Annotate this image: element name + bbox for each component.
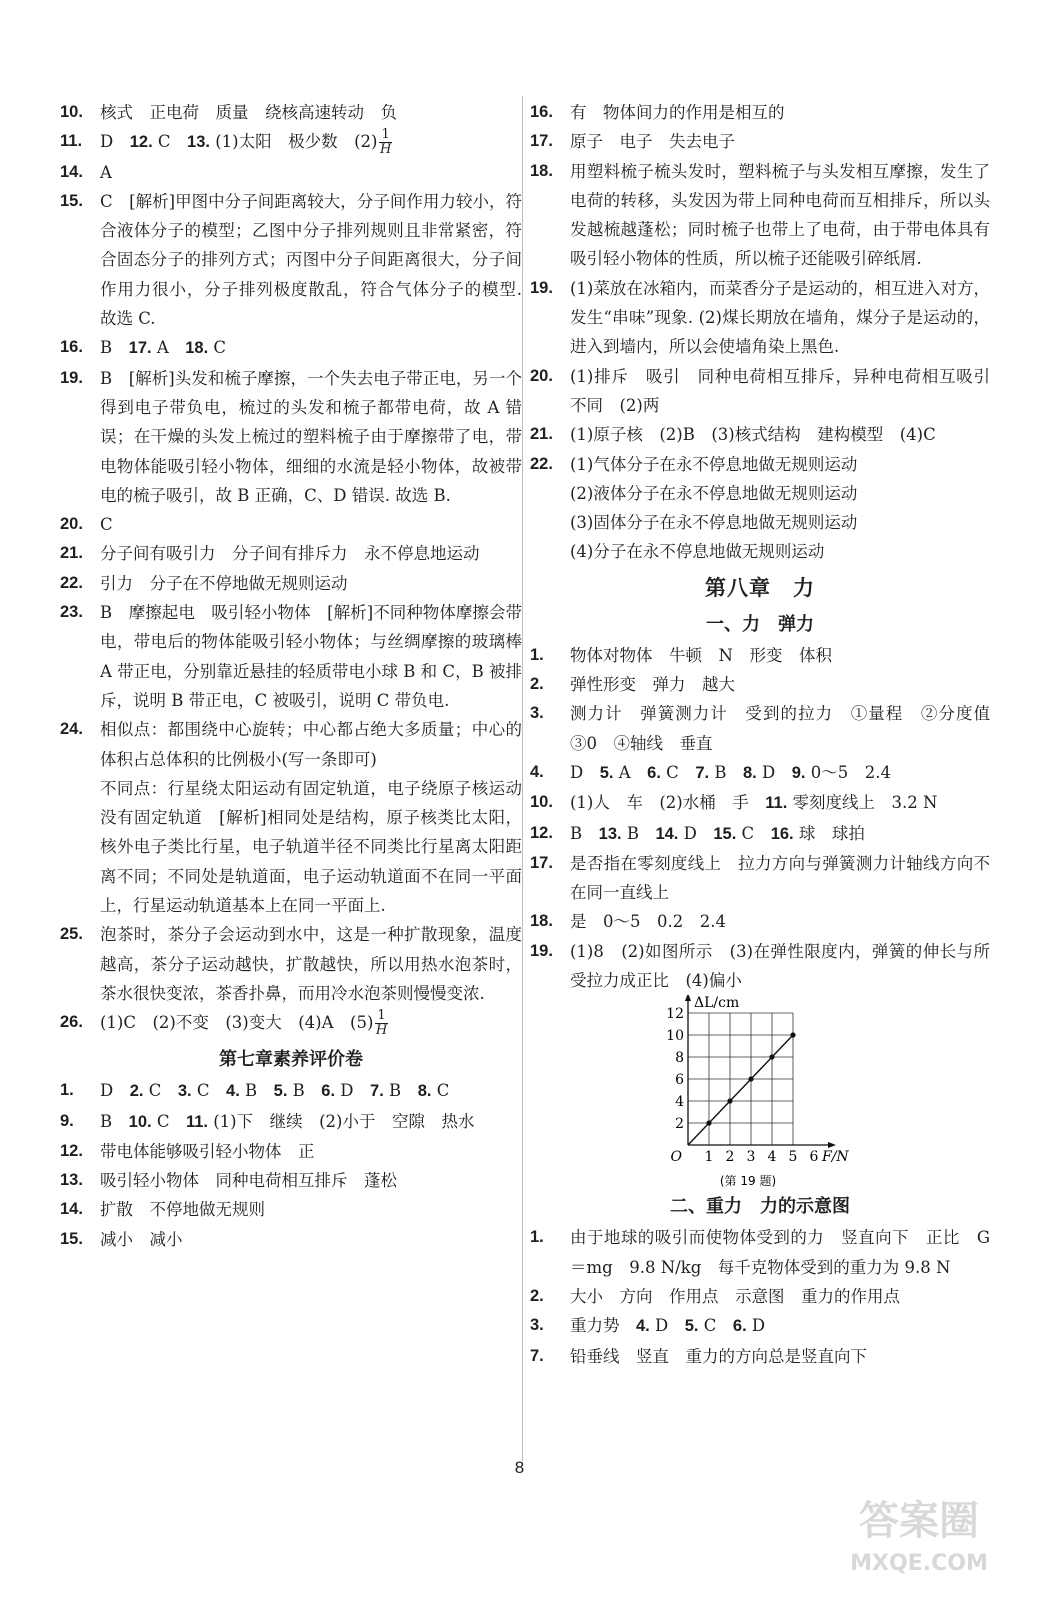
section-title-chapter7-test: 第七章素养评价卷 xyxy=(219,1049,363,1071)
answer-body: 有 物体间力的作用是相互的 xyxy=(570,103,785,122)
answer-body: 扩散 不停地做无规则 xyxy=(100,1200,265,1220)
answer-text xyxy=(100,920,522,1008)
answers-force-elastic xyxy=(530,641,1007,996)
answer-text xyxy=(100,1195,522,1224)
answer-number: 2. xyxy=(129,1082,144,1101)
answer-text xyxy=(570,937,990,996)
answer-text xyxy=(570,274,990,362)
answer-body: B xyxy=(239,1081,274,1101)
answer-body: (1)下 继续 (2)小于 空隙 热水 xyxy=(207,1111,475,1131)
answer-item xyxy=(60,364,522,510)
y-tick-label: 4 xyxy=(675,1094,684,1111)
answer-number: 14. xyxy=(655,824,679,843)
answer-body: B [解析]头发和梳子摩擦，一个失去电子带正电，另一个得到电子带负电，梳过的头发和梳子都带电荷，故 A 错误；在干燥的头发上梳过的塑料梳子由于摩擦带了电，带电物体能吸引轻小物体，细细的水流是轻小物体，故被带电的梳子吸引，故 B 正确，C、D 错误. 故选 B. xyxy=(100,368,522,505)
answer-body: C xyxy=(152,132,188,152)
answer-number: 17. xyxy=(128,339,152,358)
answer-number: 2. xyxy=(530,675,544,694)
answer-text xyxy=(100,1008,522,1038)
answer-item xyxy=(60,569,522,598)
answer-body: C xyxy=(660,762,696,782)
x-axis-arrow xyxy=(828,1142,836,1148)
answer-body: 原子 电子 失去电子 xyxy=(570,132,735,152)
answer-text xyxy=(100,715,522,920)
x-tick-label: 2 xyxy=(725,1149,735,1166)
answer-number: 11. xyxy=(60,132,83,151)
answer-number: 25. xyxy=(60,925,83,944)
answer-item xyxy=(60,1195,522,1224)
answer-body: C xyxy=(208,338,227,358)
answer-body: C xyxy=(100,515,113,535)
answer-text xyxy=(100,1137,522,1166)
answer-number: 3. xyxy=(530,704,544,723)
answer-body: B xyxy=(287,1081,322,1101)
answer-text xyxy=(100,1107,522,1137)
answers-chapter7-part2 xyxy=(530,98,1007,567)
page-number: 8 xyxy=(514,1458,525,1477)
answer-number: 14. xyxy=(60,1200,83,1219)
answer-body: C [解析]甲图中分子间距离较大，分子间作用力较小，符合液体分子的模型；乙图中分子排列规则且非常紧密，符合固态分子的排列方式；丙图中分子间距离很大，分子间作用力很小，分子排列极度散乱，符合气体分子的模型. 故选 C. xyxy=(100,191,528,329)
answer-body: C xyxy=(431,1081,450,1101)
answer-body: C xyxy=(698,1316,733,1336)
answer-number: 2. xyxy=(530,1286,544,1305)
x-tick-label: 4 xyxy=(767,1149,777,1166)
answer-number: 19. xyxy=(530,278,553,297)
answer-number: 17. xyxy=(530,853,553,872)
column-divider xyxy=(522,96,523,1461)
answer-item xyxy=(60,98,522,127)
answer-number: 17. xyxy=(530,132,553,151)
answer-body: B xyxy=(709,762,743,782)
answer-number: 10. xyxy=(530,793,553,812)
y-tick-label: 6 xyxy=(675,1072,684,1089)
answer-body: (1)太阳 极少数 (2) xyxy=(209,132,378,152)
answer-item xyxy=(530,1342,990,1371)
answer-body: B xyxy=(621,823,656,843)
answer-item xyxy=(530,274,990,362)
answer-body: D xyxy=(756,762,792,782)
answer-item xyxy=(530,1311,990,1341)
answer-number: 21. xyxy=(60,544,83,563)
answer-number: 15. xyxy=(713,824,737,843)
answer-body: 物体对物体 牛顿 N 形变 体积 xyxy=(570,645,832,665)
answer-body: A xyxy=(613,762,648,782)
answer-number: 9. xyxy=(60,1111,74,1130)
answer-number: 15. xyxy=(60,191,83,210)
answer-body: 带电体能够吸引轻小物体 正 xyxy=(100,1141,315,1161)
answer-number: 12. xyxy=(129,133,153,152)
watermark-logo xyxy=(819,1482,1019,1582)
right-column xyxy=(530,98,1007,1371)
answer-text xyxy=(100,364,522,510)
y-tick-label: 12 xyxy=(666,1006,684,1023)
answer-text xyxy=(570,450,990,567)
answer-body: 零刻度线上 3.2 N xyxy=(787,793,938,813)
answer-number: 7. xyxy=(370,1082,384,1101)
answer-number: 5. xyxy=(273,1082,288,1101)
answer-item xyxy=(60,1137,522,1166)
answer-number: 24. xyxy=(60,720,83,739)
answer-body: 分子间有吸引力 分子间有排斥力 永不停息地运动 xyxy=(100,544,480,564)
section-title-force-elastic: 一、力 弹力 xyxy=(706,613,814,635)
answer-text xyxy=(100,1076,522,1106)
answer-text xyxy=(570,1342,990,1371)
answer-text xyxy=(100,569,522,598)
answer-item xyxy=(60,1107,522,1137)
answer-number: 6. xyxy=(732,1317,747,1336)
answer-body: B xyxy=(383,1081,418,1101)
answer-body: (1)原子核 (2)B (3)核式结构 建构模型 (4)C xyxy=(570,425,936,445)
answer-body: B xyxy=(100,1111,129,1131)
answer-number: 23. xyxy=(60,603,83,622)
answer-number: 4. xyxy=(636,1317,650,1336)
answer-item xyxy=(60,1225,522,1254)
data-point xyxy=(727,1099,732,1104)
answers-chapter7-test xyxy=(60,1076,522,1254)
answer-body: D xyxy=(100,1081,130,1101)
answer-item xyxy=(530,98,990,127)
answer-text xyxy=(570,362,1007,421)
answer-body: B xyxy=(570,823,599,843)
x-tick-label: 6 xyxy=(809,1149,819,1166)
answer-number: 14. xyxy=(60,162,83,181)
answer-number: 12. xyxy=(60,1141,83,1160)
answer-body: (1)菜放在冰箱内，而菜香分子是运动的，相互进入对方，发生“串味”现象. (2)煤长期放在墙角，煤分子是运动的，进入到墙内，所以会使墙角染上黑色. xyxy=(570,278,990,357)
answer-number: 5. xyxy=(599,763,614,782)
answer-number: 18. xyxy=(185,339,209,358)
chart-svg xyxy=(660,995,870,1191)
answer-item xyxy=(60,1076,522,1106)
answer-text xyxy=(570,1282,990,1311)
answer-body: 大小 方向 作用点 示意图 重力的作用点 xyxy=(570,1286,900,1306)
answer-body: B xyxy=(100,338,129,358)
answer-item xyxy=(530,937,990,996)
answer-number: 8. xyxy=(742,763,757,782)
answer-number: 11. xyxy=(765,794,788,813)
answer-item xyxy=(530,450,990,567)
answer-text xyxy=(570,670,990,699)
answer-body: D xyxy=(746,1316,766,1336)
answer-body: 是 0～5 0.2 2.4 xyxy=(570,912,726,932)
answer-number: 8. xyxy=(417,1082,432,1101)
answer-item xyxy=(60,1008,522,1038)
answer-number: 13. xyxy=(187,133,210,152)
answer-text xyxy=(570,641,990,670)
answer-item xyxy=(530,907,990,936)
answer-body: D xyxy=(100,132,130,152)
answer-item xyxy=(60,510,522,539)
answer-number: 5. xyxy=(684,1317,699,1336)
answer-text xyxy=(100,127,522,157)
answer-body: 重力势 xyxy=(570,1316,636,1336)
answer-body: 泡茶时，茶分子会运动到水中，这是一种扩散现象，温度越高，茶分子运动越快，扩散越快，所以用热水泡茶时，茶水很快变浓，茶香扑鼻，而用冷水泡茶则慢慢变浓. xyxy=(100,925,522,1003)
answer-text xyxy=(570,788,990,818)
y-axis-label: ΔL/cm xyxy=(694,995,740,1012)
answer-number: 15. xyxy=(60,1229,83,1248)
answer-item xyxy=(530,758,990,788)
answer-number: 12. xyxy=(530,823,553,842)
answer-text xyxy=(100,1225,522,1254)
answer-text xyxy=(570,127,990,156)
data-point xyxy=(790,1033,795,1038)
answer-number: 7. xyxy=(530,1346,544,1365)
answer-text xyxy=(100,333,522,363)
answer-body: 相似点：都围绕中心旋转；中心都占绝大多质量；中心的体积占总体积的比例极小(写一条即可) 不同点：行星绕太阳运动有固定轨道，电子绕原子核运动没有固定轨道 [解析]相同处是结构，原子核类比太阳，核外电子类比行星，电子轨道半径不同类比行星离太阳距离不同；不同处是轨道面，电子运动轨道面不在同一平面上，行星运动轨道基本上在同一平面上. xyxy=(100,720,522,916)
answer-item xyxy=(60,715,522,920)
answer-text xyxy=(570,420,990,449)
y-axis-arrow xyxy=(685,995,691,1001)
fraction xyxy=(379,128,391,157)
answer-number: 4. xyxy=(530,762,544,781)
answer-body: B 摩擦起电 吸引轻小物体 [解析]不同种物体摩擦会带电，带电后的物体能吸引轻小物体；与丝绸摩擦的玻璃棒 A 带正电，分别靠近悬挂的轻质带电小球 B 和 C，B 被排斥，说明 B 带正电，C 被吸引，说明 C 带负电. xyxy=(100,603,528,710)
answer-text xyxy=(570,758,990,788)
answer-body: D xyxy=(678,823,714,843)
fraction-numerator: 1 xyxy=(381,127,390,143)
answer-number: 18. xyxy=(530,912,553,931)
x-tick-label: 3 xyxy=(746,1149,756,1166)
answer-number: 19. xyxy=(60,368,83,387)
answer-text xyxy=(570,907,990,936)
answer-item xyxy=(60,598,528,715)
answer-item xyxy=(530,849,990,908)
answer-body: C xyxy=(736,823,771,843)
answer-number: 21. xyxy=(530,425,553,444)
answer-body: 0～5 2.4 xyxy=(805,762,891,782)
answer-item xyxy=(60,1166,522,1195)
answer-number: 16. xyxy=(770,824,794,843)
answer-body: C xyxy=(151,1111,186,1131)
answer-number: 10. xyxy=(128,1112,152,1131)
y-tick-label: 2 xyxy=(675,1116,684,1133)
answer-body: A xyxy=(100,162,112,182)
data-point xyxy=(748,1077,753,1082)
answer-body: D xyxy=(570,762,600,782)
answer-body: 核式 正电荷 质量 绕核高速转动 负 xyxy=(100,103,397,122)
answer-number: 20. xyxy=(530,366,553,385)
data-line xyxy=(688,1035,793,1145)
answer-text xyxy=(100,510,522,539)
svg-text:MXQE.COM: MXQE.COM xyxy=(850,1551,988,1576)
answer-text xyxy=(100,98,522,127)
answer-body: 测力计 弹簧测力计 受到的拉力 ①量程 ②分度值 ③0 ④轴线 垂直 xyxy=(570,704,1007,753)
chapter8-title: 第八章 力 xyxy=(705,575,815,600)
answer-number: 16. xyxy=(60,338,83,357)
data-point xyxy=(706,1121,711,1126)
answer-number: 26. xyxy=(60,1013,83,1032)
answer-number: 16. xyxy=(530,103,553,121)
answer-item xyxy=(530,420,990,449)
answer-number: 19. xyxy=(530,941,553,960)
answer-item xyxy=(60,158,522,187)
answer-number: 6. xyxy=(321,1082,336,1101)
answer-number: 4. xyxy=(226,1082,240,1101)
answer-number: 6. xyxy=(647,763,661,782)
fraction-numerator: 1 xyxy=(377,1008,386,1024)
answer-text xyxy=(570,1223,990,1282)
answer-text xyxy=(570,1311,990,1341)
answer-number: 3. xyxy=(530,1316,544,1335)
answer-body: 球 球拍 xyxy=(793,823,865,843)
x-axis-label: F/N xyxy=(822,1149,849,1166)
answer-number: 7. xyxy=(695,763,710,782)
answer-item xyxy=(60,127,522,157)
answer-body: (1)人 车 (2)水桶 手 xyxy=(570,793,766,813)
svg-text:答案圈: 答案圈 xyxy=(859,1498,979,1544)
x-tick-label: 5 xyxy=(788,1149,798,1166)
answer-text xyxy=(100,158,522,187)
answer-number: 22. xyxy=(530,454,553,473)
fraction xyxy=(375,1009,387,1038)
answer-number: 1. xyxy=(60,1081,74,1100)
chart-caption: (第 19 题) xyxy=(719,1174,777,1189)
answer-item xyxy=(530,788,990,818)
answer-item xyxy=(530,127,990,156)
origin-label: O xyxy=(670,1149,682,1166)
answer-body: (1)8 (2)如图所示 (3)在弹性限度内，弹簧的伸长与所受拉力成正比 (4)偏小 xyxy=(570,941,990,991)
answer-number: 10. xyxy=(60,103,83,121)
x-tick-label: 1 xyxy=(704,1149,714,1166)
answer-text xyxy=(570,699,1007,758)
answer-body: (1)排斥 吸引 同种电荷相互排斥，异种电荷相互吸引 不同 (2)两 xyxy=(570,366,1007,415)
answer-item xyxy=(530,1282,990,1311)
answer-text xyxy=(100,187,528,333)
answer-item xyxy=(530,819,990,849)
answer-item xyxy=(530,157,990,274)
fraction-denominator: H xyxy=(375,1023,388,1039)
answer-number: 13. xyxy=(598,824,622,843)
spring-extension-chart xyxy=(530,995,990,1191)
answer-body: 弹性形变 弹力 越大 xyxy=(570,675,735,695)
answer-number: 22. xyxy=(60,573,83,592)
answers-chapter7-part1 xyxy=(60,98,528,1039)
fraction-denominator: H xyxy=(379,142,392,158)
answer-body: 用塑料梳子梳头发时，塑料梳子与头发相互摩擦，发生了电荷的转移，头发因为带上同种电荷而互相排斥，所以头发越梳越蓬松；同时梳子也带上了电荷，由于带电体具有吸引轻小物体的性质，所以梳子还能吸引碎纸屑. xyxy=(570,161,990,269)
answer-text xyxy=(100,539,522,568)
answer-body: D xyxy=(649,1316,685,1336)
answer-item xyxy=(530,362,1007,421)
answer-item xyxy=(530,1223,990,1282)
section-title-gravity: 二、重力 力的示意图 xyxy=(670,1196,850,1218)
answer-body: 减小 减小 xyxy=(100,1229,183,1249)
answer-text xyxy=(570,849,990,908)
answer-body: D xyxy=(335,1081,371,1101)
answer-item xyxy=(530,641,990,670)
answer-text xyxy=(100,1166,522,1195)
answer-item xyxy=(60,539,522,568)
answer-number: 13. xyxy=(60,1171,83,1190)
left-column xyxy=(60,98,528,1254)
answer-body: C xyxy=(191,1081,227,1101)
answer-number: 9. xyxy=(791,763,806,782)
answer-number: 11. xyxy=(185,1112,208,1131)
answer-body: 吸引轻小物体 同种电荷相互排斥 蓬松 xyxy=(100,1171,397,1191)
answer-number: 1. xyxy=(530,1228,544,1247)
answer-text xyxy=(570,98,990,127)
answer-text xyxy=(570,819,990,849)
answer-item xyxy=(530,699,1007,758)
answer-number: 1. xyxy=(530,645,544,664)
answer-body: (1)气体分子在永不停息地做无规则运动 (2)液体分子在永不停息地做无规则运动 (3)固体分子在永不停息地做无规则运动 (4)分子在永不停息地做无规则运动 xyxy=(570,454,858,562)
answer-body: 引力 分子在不停地做无规则运动 xyxy=(100,573,348,593)
answer-item xyxy=(60,187,528,333)
answer-item xyxy=(60,333,522,363)
answer-body: (1)C (2)不变 (3)变大 (4)A (5) xyxy=(100,1013,374,1033)
answer-body: 是否指在零刻度线上 拉力方向与弹簧测力计轴线方向不在同一直线上 xyxy=(570,853,990,903)
answer-number: 3. xyxy=(177,1082,192,1101)
answer-text xyxy=(100,598,528,715)
answer-body: 铅垂线 竖直 重力的方向总是竖直向下 xyxy=(570,1346,867,1366)
answer-body: 由于地球的吸引而使物体受到的力 竖直向下 正比 G＝mg 9.8 N/kg 每千克物体受到的重力为 9.8 N xyxy=(570,1228,990,1277)
answer-number: 20. xyxy=(60,515,83,534)
y-tick-label: 10 xyxy=(666,1028,684,1045)
answer-text xyxy=(570,157,990,274)
answer-body: A xyxy=(151,338,186,358)
answer-item xyxy=(60,920,522,1008)
answers-gravity xyxy=(530,1223,990,1370)
y-tick-label: 8 xyxy=(675,1050,684,1067)
answer-number: 18. xyxy=(530,161,553,180)
data-point xyxy=(769,1055,774,1060)
answer-body: C xyxy=(143,1081,178,1101)
answer-item xyxy=(530,670,990,699)
